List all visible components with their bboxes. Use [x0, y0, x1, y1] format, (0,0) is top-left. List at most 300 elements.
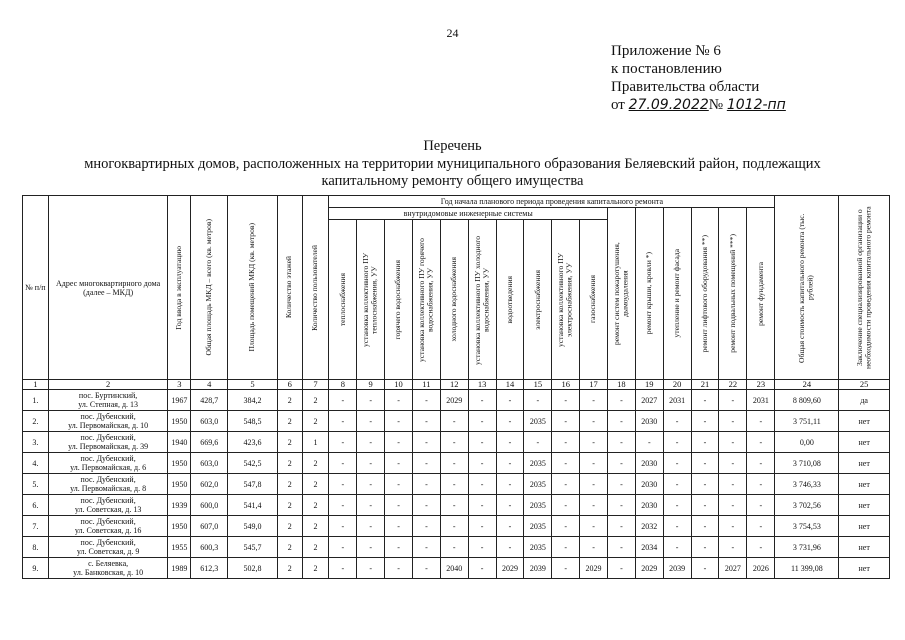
header-electricity: электроснабжения — [524, 220, 552, 380]
work-year-cell: 2030 — [635, 495, 663, 516]
cost-cell: 3 751,11 — [775, 411, 839, 432]
header-heating: теплоснабжения — [329, 220, 357, 380]
users-cell: 2 — [302, 453, 329, 474]
work-year-cell: - — [580, 537, 608, 558]
work-year-cell: - — [747, 516, 775, 537]
work-year-cell: - — [329, 474, 357, 495]
address-locality: пос. Дубенский, — [80, 517, 136, 526]
work-year-cell: - — [719, 516, 747, 537]
row-number: 6. — [23, 495, 49, 516]
work-year-cell: - — [607, 390, 635, 411]
work-year-cell: 2035 — [524, 495, 552, 516]
appendix-line-1: Приложение № 6 — [611, 43, 721, 59]
users-cell: 2 — [302, 495, 329, 516]
header-year: Год ввода в эксплуатацию — [168, 196, 191, 380]
total-area-cell: 600,3 — [191, 537, 228, 558]
floors-cell: 2 — [277, 474, 302, 495]
cost-cell: 3 702,56 — [775, 495, 839, 516]
address-locality: пос. Дубенский, — [80, 433, 136, 442]
header-cost: Общая стоимость капитального ремонта (тыс. рублей) — [775, 196, 839, 380]
work-year-cell: 2040 — [440, 558, 468, 579]
work-year-cell: - — [329, 537, 357, 558]
header-basement: ремонт подвальных помещений ***) — [719, 208, 747, 380]
header-elevator: ремонт лифтового оборудования **) — [691, 208, 719, 380]
work-year-cell: - — [580, 390, 608, 411]
work-year-cell: - — [552, 432, 580, 453]
header-cold-water-meter: установка коллективного ПУ холодного водоснабжения, УУ — [468, 220, 496, 380]
conclusion-cell: нет — [839, 558, 890, 579]
work-year-cell: - — [468, 537, 496, 558]
total-area-cell: 607,0 — [191, 516, 228, 537]
work-year-cell: - — [496, 495, 524, 516]
work-year-cell: - — [663, 537, 691, 558]
work-year-cell: - — [580, 411, 608, 432]
work-year-cell: 2026 — [747, 558, 775, 579]
work-year-cell: - — [552, 453, 580, 474]
floors-cell: 2 — [277, 411, 302, 432]
work-year-cell: - — [496, 432, 524, 453]
address-street: ул. Степная, д. 13 — [78, 400, 139, 409]
table-row — [23, 390, 890, 411]
work-year-cell: - — [607, 495, 635, 516]
year-cell: 1967 — [168, 390, 191, 411]
year-cell: 1950 — [168, 411, 191, 432]
work-year-cell: - — [412, 432, 440, 453]
work-year-cell: - — [552, 537, 580, 558]
header-hot-water-meter: установка коллективного ПУ горячего водоснабжения, УУ — [412, 220, 440, 380]
work-year-cell: 2029 — [580, 558, 608, 579]
total-area-cell: 612,3 — [191, 558, 228, 579]
title-line-3: капитальному ремонту общего имущества — [321, 173, 584, 189]
column-number: 21 — [691, 380, 719, 390]
work-year-cell: - — [747, 474, 775, 495]
total-area-cell: 603,0 — [191, 411, 228, 432]
appendix-line-2: к постановлению — [611, 61, 722, 77]
users-cell: 2 — [302, 474, 329, 495]
column-number: 19 — [635, 380, 663, 390]
row-number: 3. — [23, 432, 49, 453]
floors-cell: 2 — [277, 537, 302, 558]
cost-cell: 0,00 — [775, 432, 839, 453]
work-year-cell: - — [385, 537, 413, 558]
address-cell — [48, 390, 168, 411]
work-year-cell: - — [607, 474, 635, 495]
row-number: 4. — [23, 453, 49, 474]
work-year-cell: - — [440, 495, 468, 516]
total-area-cell: 669,6 — [191, 432, 228, 453]
header-address: Адрес многоквартирного дома (далее – МКД) — [48, 196, 168, 380]
table-body — [23, 390, 890, 579]
work-year-cell: - — [496, 390, 524, 411]
conclusion-cell: да — [839, 390, 890, 411]
page-number: 24 — [446, 26, 459, 40]
table-row — [23, 453, 890, 474]
total-area-cell: 603,0 — [191, 453, 228, 474]
header-gas: газоснабжения — [580, 220, 608, 380]
appendix-line-3: Правительства области — [611, 79, 760, 95]
work-year-cell: 2030 — [635, 411, 663, 432]
work-year-cell: 2027 — [719, 558, 747, 579]
address-cell — [48, 432, 168, 453]
work-year-cell: - — [691, 390, 719, 411]
header-period-group: Год начала планового периода проведения капитального ремонта — [329, 196, 775, 208]
work-year-cell: - — [468, 411, 496, 432]
year-cell: 1955 — [168, 537, 191, 558]
work-year-cell: - — [385, 411, 413, 432]
address-street: ул. Советская, д. 9 — [76, 547, 140, 556]
work-year-cell: - — [329, 453, 357, 474]
column-number: 11 — [412, 380, 440, 390]
header-total-area: Общая площадь МКД – всего (кв. метров) — [191, 196, 228, 380]
conclusion-cell: нет — [839, 495, 890, 516]
work-year-cell: - — [357, 432, 385, 453]
work-year-cell: 2032 — [635, 516, 663, 537]
work-year-cell: 2029 — [496, 558, 524, 579]
work-year-cell: - — [719, 537, 747, 558]
work-year-cell: - — [552, 411, 580, 432]
work-year-cell: - — [552, 390, 580, 411]
address-locality: пос. Дубенский, — [80, 454, 136, 463]
work-year-cell: - — [552, 495, 580, 516]
from-prefix: от — [611, 97, 625, 113]
conclusion-cell: нет — [839, 516, 890, 537]
users-cell: 2 — [302, 516, 329, 537]
conclusion-cell: нет — [839, 537, 890, 558]
work-year-cell: - — [468, 432, 496, 453]
work-year-cell: - — [580, 453, 608, 474]
row-number: 7. — [23, 516, 49, 537]
address-street: ул. Первомайская, д. 39 — [68, 442, 149, 451]
column-number: 20 — [663, 380, 691, 390]
column-number: 5 — [228, 380, 278, 390]
year-cell: 1950 — [168, 516, 191, 537]
conclusion-cell: нет — [839, 411, 890, 432]
header-floors: Количество этажей — [277, 196, 302, 380]
work-year-cell: - — [663, 474, 691, 495]
column-number: 3 — [168, 380, 191, 390]
address-cell — [48, 411, 168, 432]
address-cell — [48, 474, 168, 495]
cost-cell: 3 746,33 — [775, 474, 839, 495]
table-row — [23, 516, 890, 537]
cost-cell: 3 754,53 — [775, 516, 839, 537]
conclusion-cell: нет — [839, 474, 890, 495]
table-row — [23, 411, 890, 432]
work-year-cell: - — [357, 537, 385, 558]
column-number: 6 — [277, 380, 302, 390]
header-sewerage: водоотведения — [496, 220, 524, 380]
floors-cell: 2 — [277, 516, 302, 537]
work-year-cell: - — [607, 411, 635, 432]
work-year-cell: - — [329, 411, 357, 432]
work-year-cell: 2030 — [635, 474, 663, 495]
work-year-cell: - — [440, 537, 468, 558]
address-cell — [48, 495, 168, 516]
year-cell: 1939 — [168, 495, 191, 516]
work-year-cell: - — [691, 558, 719, 579]
address-street: ул. Банковская, д. 10 — [73, 568, 144, 577]
year-cell: 1940 — [168, 432, 191, 453]
work-year-cell: - — [440, 516, 468, 537]
work-year-cell: - — [385, 516, 413, 537]
work-year-cell: - — [719, 432, 747, 453]
work-year-cell: - — [607, 453, 635, 474]
premises-area-cell: 502,8 — [228, 558, 278, 579]
resolution-number: 1012-пп — [726, 97, 786, 113]
header-electricity-meter: установка коллективного ПУ электроснабжения, УУ — [552, 220, 580, 380]
title-line-2: многоквартирных домов, расположенных на территории муниципального образования Беляевский район, подлежащих — [84, 155, 821, 172]
address-locality: с. Беляевка, — [88, 559, 129, 568]
column-number: 25 — [839, 380, 890, 390]
column-number: 4 — [191, 380, 228, 390]
address-cell — [48, 516, 168, 537]
row-number: 8. — [23, 537, 49, 558]
column-number: 24 — [775, 380, 839, 390]
work-year-cell: 2027 — [635, 390, 663, 411]
table-row — [23, 537, 890, 558]
work-year-cell: - — [385, 558, 413, 579]
work-year-cell: - — [719, 411, 747, 432]
work-year-cell: 2035 — [524, 411, 552, 432]
number-sign: № — [708, 97, 724, 113]
header-fire-systems: ремонт систем пожаротушения, дымоудаления — [607, 208, 635, 380]
work-year-cell: - — [607, 537, 635, 558]
address-cell — [48, 558, 168, 579]
row-number: 2. — [23, 411, 49, 432]
work-year-cell: - — [552, 516, 580, 537]
cost-cell: 8 809,60 — [775, 390, 839, 411]
column-number: 17 — [580, 380, 608, 390]
work-year-cell: - — [691, 516, 719, 537]
floors-cell: 2 — [277, 558, 302, 579]
work-year-cell: - — [552, 558, 580, 579]
work-year-cell: - — [357, 495, 385, 516]
floors-cell: 2 — [277, 453, 302, 474]
header-conclusion: Заключение специализированной организации о необходимости проведения капитального ремонта — [839, 196, 890, 380]
houses-table — [22, 195, 890, 579]
floors-cell: 2 — [277, 390, 302, 411]
header-facade: утепление и ремонт фасада — [663, 208, 691, 380]
column-number: 2 — [48, 380, 168, 390]
work-year-cell: - — [357, 516, 385, 537]
premises-area-cell: 545,7 — [228, 537, 278, 558]
row-number: 1. — [23, 390, 49, 411]
address-cell — [48, 537, 168, 558]
header-cold-water: холодного водоснабжения — [440, 220, 468, 380]
header-hot-water: горячего водоснабжения — [385, 220, 413, 380]
column-number-row — [23, 380, 890, 390]
work-year-cell: 2031 — [663, 390, 691, 411]
work-year-cell: - — [496, 453, 524, 474]
cost-cell: 3 731,96 — [775, 537, 839, 558]
work-year-cell: - — [747, 432, 775, 453]
row-number: 5. — [23, 474, 49, 495]
work-year-cell: - — [357, 558, 385, 579]
work-year-cell: - — [719, 390, 747, 411]
work-year-cell: - — [607, 432, 635, 453]
header-premises-area: Площадь помещений МКД (кв. метров) — [228, 196, 278, 380]
address-street: ул. Советская, д. 13 — [74, 505, 142, 514]
work-year-cell: 2031 — [747, 390, 775, 411]
users-cell: 1 — [302, 432, 329, 453]
work-year-cell: - — [412, 495, 440, 516]
column-number: 9 — [357, 380, 385, 390]
users-cell: 2 — [302, 558, 329, 579]
work-year-cell: - — [468, 390, 496, 411]
work-year-cell: - — [440, 432, 468, 453]
work-year-cell: - — [691, 474, 719, 495]
work-year-cell: - — [663, 453, 691, 474]
conclusion-cell: нет — [839, 432, 890, 453]
work-year-cell: 2035 — [524, 516, 552, 537]
appendix-block — [611, 42, 786, 114]
work-year-cell: - — [524, 390, 552, 411]
work-year-cell: - — [607, 558, 635, 579]
table-row — [23, 495, 890, 516]
work-year-cell: - — [496, 474, 524, 495]
users-cell: 2 — [302, 411, 329, 432]
work-year-cell: - — [524, 432, 552, 453]
work-year-cell: - — [468, 516, 496, 537]
premises-area-cell: 548,5 — [228, 411, 278, 432]
column-number: 23 — [747, 380, 775, 390]
address-cell — [48, 453, 168, 474]
work-year-cell: - — [747, 453, 775, 474]
row-number: 9. — [23, 558, 49, 579]
year-cell: 1950 — [168, 474, 191, 495]
header-foundation: ремонт фундамента — [747, 208, 775, 380]
header-row-1 — [23, 196, 890, 208]
address-locality: пос. Дубенский, — [80, 496, 136, 505]
work-year-cell: - — [719, 474, 747, 495]
cost-cell: 3 710,08 — [775, 453, 839, 474]
work-year-cell: - — [635, 432, 663, 453]
work-year-cell: - — [496, 411, 524, 432]
work-year-cell: - — [719, 453, 747, 474]
work-year-cell: - — [440, 474, 468, 495]
work-year-cell: - — [329, 516, 357, 537]
work-year-cell: - — [607, 516, 635, 537]
header-systems-group: внутридомовые инженерные системы — [329, 208, 608, 220]
work-year-cell: - — [496, 516, 524, 537]
work-year-cell: 2035 — [524, 474, 552, 495]
column-number: 12 — [440, 380, 468, 390]
work-year-cell: - — [468, 558, 496, 579]
work-year-cell: - — [691, 411, 719, 432]
work-year-cell: - — [385, 453, 413, 474]
conclusion-cell: нет — [839, 453, 890, 474]
header-roof: ремонт крыши, кровли *) — [635, 208, 663, 380]
column-number: 14 — [496, 380, 524, 390]
year-cell: 1989 — [168, 558, 191, 579]
work-year-cell: - — [385, 432, 413, 453]
premises-area-cell: 541,4 — [228, 495, 278, 516]
work-year-cell: - — [329, 558, 357, 579]
work-year-cell: - — [412, 558, 440, 579]
table-row — [23, 558, 890, 579]
column-number: 16 — [552, 380, 580, 390]
address-locality: пос. Буртинский, — [78, 391, 138, 400]
address-locality: пос. Дубенский, — [80, 538, 136, 547]
work-year-cell: 2035 — [524, 537, 552, 558]
header-users: Количество пользователей — [302, 196, 329, 380]
year-cell: 1950 — [168, 453, 191, 474]
work-year-cell: - — [357, 390, 385, 411]
work-year-cell: 2030 — [635, 453, 663, 474]
premises-area-cell: 423,6 — [228, 432, 278, 453]
cost-cell: 11 399,08 — [775, 558, 839, 579]
title-line-1: Перечень — [423, 138, 482, 154]
premises-area-cell: 549,0 — [228, 516, 278, 537]
work-year-cell: - — [385, 390, 413, 411]
work-year-cell: - — [580, 495, 608, 516]
users-cell: 2 — [302, 390, 329, 411]
column-number: 18 — [607, 380, 635, 390]
premises-area-cell: 384,2 — [228, 390, 278, 411]
work-year-cell: - — [663, 495, 691, 516]
table-row — [23, 474, 890, 495]
floors-cell: 2 — [277, 432, 302, 453]
column-number: 7 — [302, 380, 329, 390]
work-year-cell: - — [468, 495, 496, 516]
work-year-cell: - — [357, 474, 385, 495]
column-number: 1 — [23, 380, 49, 390]
work-year-cell: - — [329, 390, 357, 411]
work-year-cell: - — [580, 474, 608, 495]
work-year-cell: - — [580, 432, 608, 453]
work-year-cell: - — [357, 411, 385, 432]
address-street: ул. Первомайская, д. 8 — [70, 484, 147, 493]
work-year-cell: - — [412, 390, 440, 411]
work-year-cell: - — [719, 495, 747, 516]
work-year-cell: - — [440, 411, 468, 432]
work-year-cell: 2039 — [663, 558, 691, 579]
users-cell: 2 — [302, 537, 329, 558]
work-year-cell: - — [691, 495, 719, 516]
work-year-cell: - — [691, 453, 719, 474]
resolution-date: 27.09.2022 — [628, 97, 709, 113]
work-year-cell: - — [552, 474, 580, 495]
work-year-cell: 2035 — [524, 453, 552, 474]
column-number: 13 — [468, 380, 496, 390]
address-street: ул. Первомайская, д. 6 — [70, 463, 147, 472]
work-year-cell: - — [663, 432, 691, 453]
premises-area-cell: 547,8 — [228, 474, 278, 495]
work-year-cell: - — [468, 453, 496, 474]
header-no: № п/п — [23, 196, 49, 380]
work-year-cell: - — [747, 411, 775, 432]
column-number: 15 — [524, 380, 552, 390]
work-year-cell: - — [329, 432, 357, 453]
work-year-cell: - — [691, 432, 719, 453]
address-street: ул. Первомайская, д. 10 — [68, 421, 149, 430]
work-year-cell: - — [663, 516, 691, 537]
premises-area-cell: 542,5 — [228, 453, 278, 474]
column-number: 10 — [385, 380, 413, 390]
total-area-cell: 600,0 — [191, 495, 228, 516]
table-row — [23, 432, 890, 453]
work-year-cell: - — [747, 495, 775, 516]
work-year-cell: - — [691, 537, 719, 558]
address-locality: пос. Дубенский, — [80, 412, 136, 421]
work-year-cell: - — [385, 495, 413, 516]
header-heating-meter: установка коллективного ПУ теплоснабжения, УУ — [357, 220, 385, 380]
work-year-cell: 2034 — [635, 537, 663, 558]
work-year-cell: - — [357, 453, 385, 474]
appendix-date-line — [611, 96, 786, 114]
work-year-cell: - — [496, 537, 524, 558]
work-year-cell: - — [468, 474, 496, 495]
